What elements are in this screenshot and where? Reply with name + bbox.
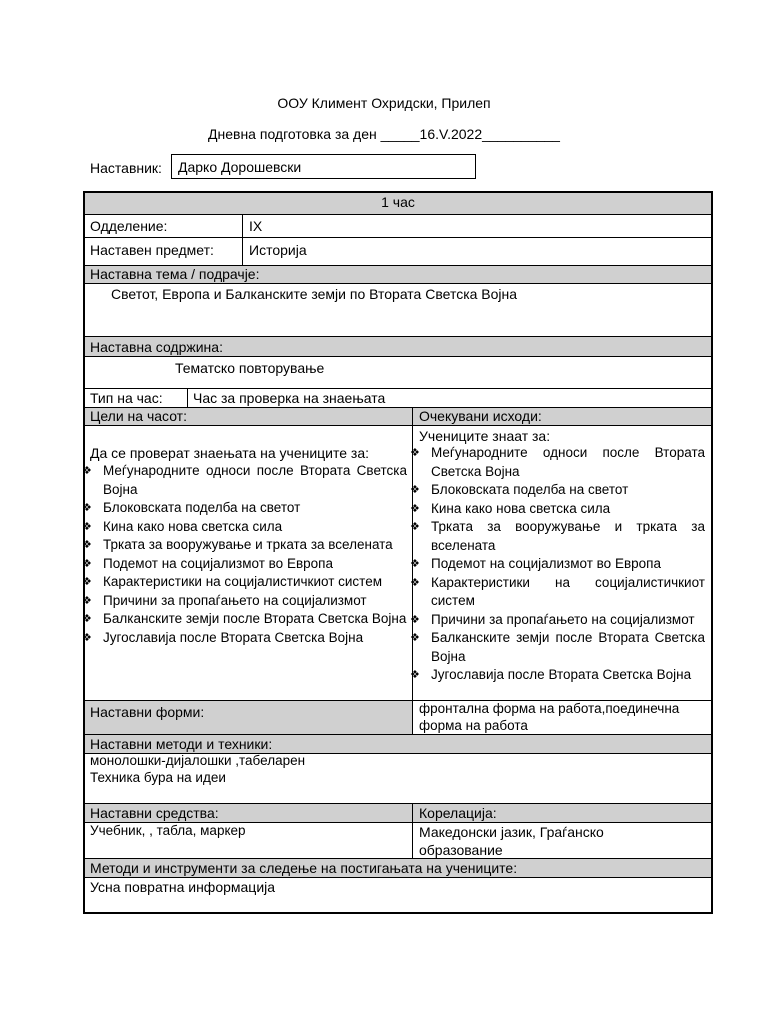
list-item: ❖ Блоковската поделба на светот (413, 481, 705, 500)
list-item: ❖ Југославија после Втората Светска Војна (413, 666, 705, 685)
correlation-label: Корелација: (419, 805, 497, 821)
grade-value: IX (249, 218, 263, 234)
list-item: ❖ Балканските земји после Втората Светска Војна (85, 610, 407, 629)
outcomes-list (413, 444, 705, 685)
list-item: ❖ Блоковската поделба на светот (85, 499, 407, 518)
resources-value: Учебник, , табла, маркер (90, 823, 246, 838)
topic-label: Наставна тема / подрачје: (90, 266, 260, 282)
list-item: ❖ Причини за пропаѓањето на социјализмот (413, 611, 705, 630)
list-item: ❖ Меѓународните односи после Втората Светска Војна (413, 444, 705, 481)
methods-label: Наставни методи и техники: (90, 736, 273, 752)
outcomes-label: Очекувани исходи: (419, 408, 542, 424)
lesson-type-label: Тип на час: (90, 390, 163, 406)
list-item: ❖ Кина како нова светска сила (413, 500, 705, 519)
goals-intro: Да се проверат знаењата на учениците за: (90, 445, 370, 461)
list-item: ❖ Трката за вооружување и трката за вселената (85, 536, 407, 555)
content-value: Тематско повторување (175, 360, 325, 376)
list-item: ❖ Карактеристики на социјалистичкиот систем (413, 574, 705, 611)
goals-label: Цели на часот: (90, 408, 187, 424)
methods-line2: Техника бура на идеи (90, 770, 226, 785)
topic-value: Светот, Европа и Балканските земји по Втората Светска Војна (111, 286, 518, 302)
assessment-value: Усна повратна информација (90, 879, 276, 895)
forms-label: Наставни форми: (90, 704, 205, 720)
list-item: ❖ Подемот на социјализмот во Европа (85, 555, 407, 574)
goals-list (85, 462, 407, 647)
grade-label: Одделение: (90, 218, 168, 234)
list-item: ❖ Карактеристики на социјалистичкиот систем (85, 573, 407, 592)
resources-label: Наставни средства: (90, 805, 219, 821)
correlation-value: Македонски јазик, Граѓанско образование (419, 824, 604, 858)
subject-value: Историја (249, 242, 307, 258)
list-item: ❖ Причини за пропаѓањето на социјализмот (85, 592, 407, 611)
forms-value: фронтална форма на работа,поединечна форма на работа (419, 701, 680, 733)
lesson-plan-table (83, 191, 713, 914)
list-item: ❖ Кина како нова светска сила (85, 518, 407, 537)
list-item: ❖ Трката за вооружување и трката за вселената (413, 518, 705, 555)
lesson-type-value: Час за проверка на знаењата (193, 390, 386, 406)
teacher-name-field: Дарко Дорошевски (171, 154, 476, 179)
list-item: ❖ Подемот на социјализмот во Европа (413, 555, 705, 574)
outcomes-intro: Учениците знаат за: (419, 428, 551, 444)
teacher-label: Наставник: (90, 160, 162, 176)
class-period: 1 час (381, 194, 415, 210)
subject-label: Наставен предмет: (90, 242, 214, 258)
list-item: ❖ Југославија после Втората Светска Војна (85, 629, 407, 648)
list-item: ❖ Балканските земји после Втората Светска Војна (413, 629, 705, 666)
methods-line1: монолошки-дијалошки ,табеларен (90, 753, 306, 768)
date-line: Дневна подготовка за ден _____16.V.2022__________ (208, 126, 560, 142)
list-item: ❖ Меѓународните односи после Втората Светска Војна (85, 462, 407, 499)
content-label: Наставна содржина: (90, 339, 223, 355)
school-name: ООУ Климент Охридски, Прилеп (277, 95, 491, 111)
assessment-label: Методи и инструменти за следење на постигањата на учениците: (90, 860, 518, 876)
